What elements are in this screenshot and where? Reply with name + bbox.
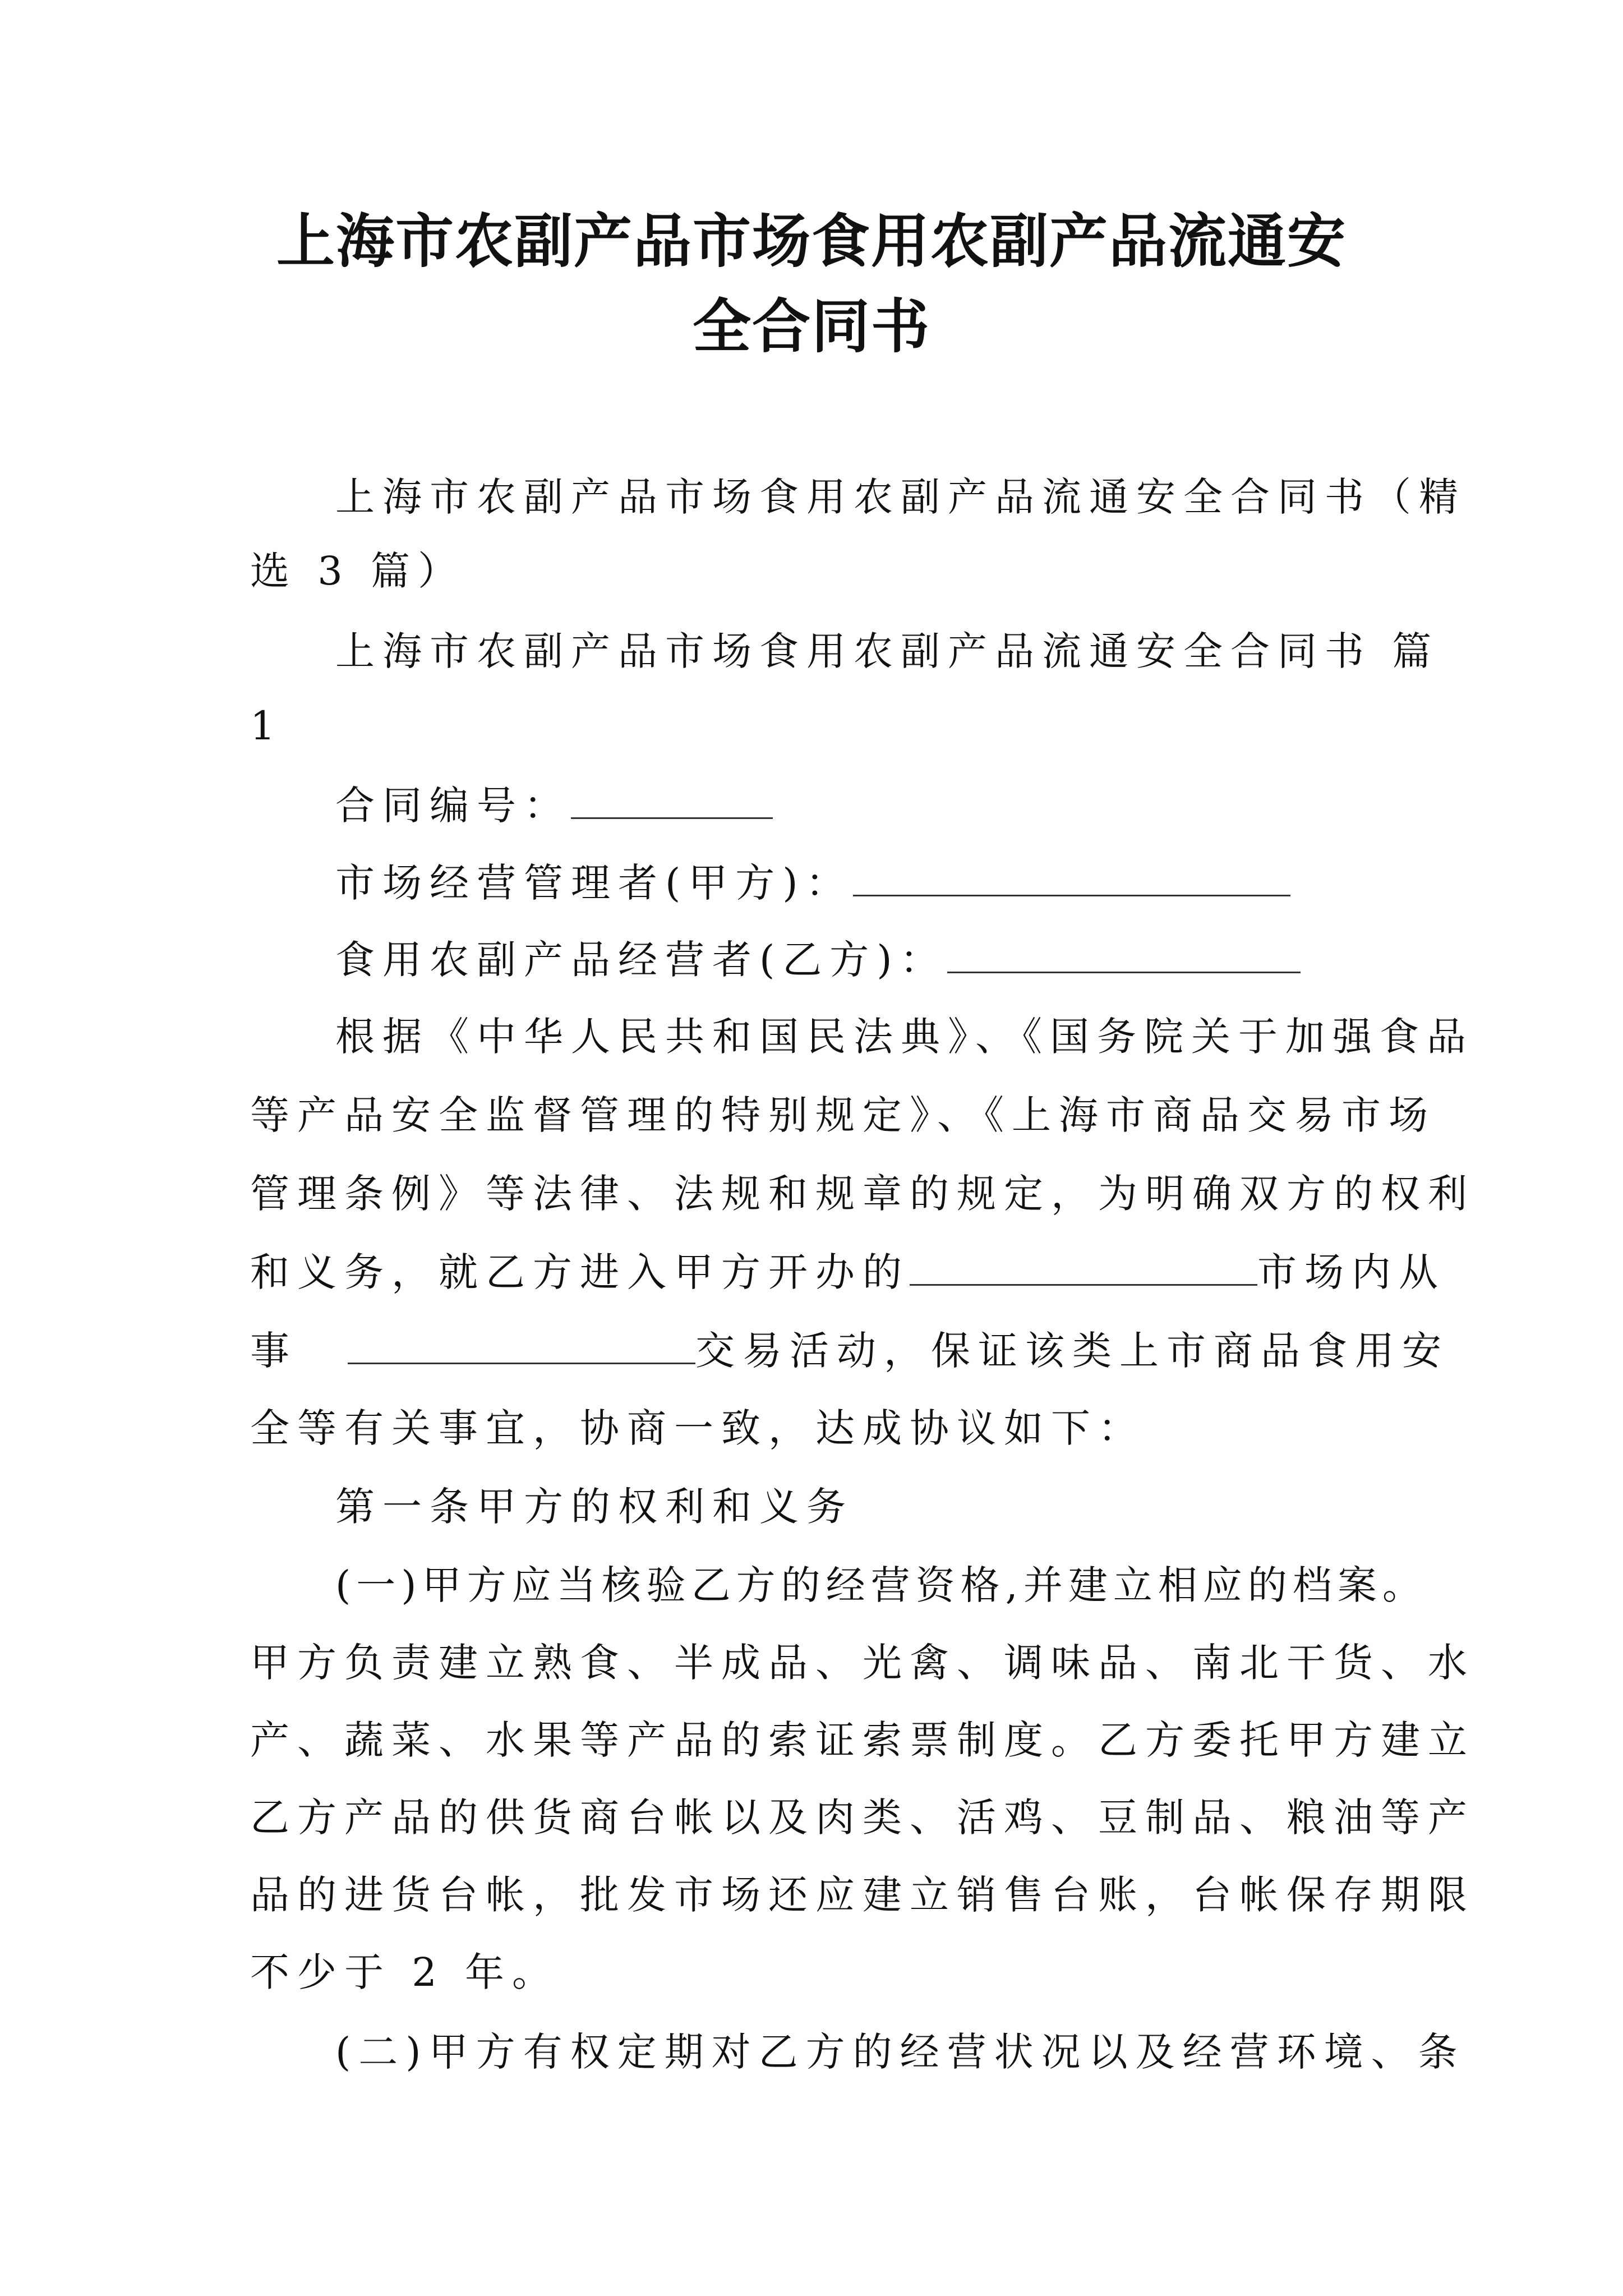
trade-type-blank[interactable] bbox=[348, 1329, 695, 1364]
clause-1-line-2: 甲方负责建立熟食、半成品、光禽、调味品、南北干货、水 bbox=[250, 1640, 1475, 1686]
document-title-line-1: 上海市农副产品市场食用农副产品流通安 bbox=[276, 207, 1347, 275]
intro-line-1: 上海市农副产品市场食用农副产品流通安全合同书（精 bbox=[335, 474, 1466, 520]
clause-1-line-4: 乙方产品的供货商台帐以及肉类、活鸡、豆制品、粮油等产 bbox=[250, 1795, 1475, 1841]
contract-number-blank[interactable] bbox=[571, 784, 773, 819]
article-1-heading: 第一条甲方的权利和义务 bbox=[335, 1484, 854, 1530]
intro-line-2: 选 3 篇） bbox=[250, 548, 465, 594]
basis-line-4-start: 和义务，就乙方进入甲方开办的 bbox=[250, 1249, 910, 1295]
party-a-label: 市场经营管理者(甲方)： bbox=[335, 860, 853, 906]
party-b-blank[interactable] bbox=[947, 938, 1301, 973]
party-a-blank[interactable] bbox=[853, 861, 1290, 896]
basis-line-3: 管理条例》等法律、法规和规章的规定，为明确双方的权利 bbox=[250, 1171, 1475, 1217]
party-b-row bbox=[335, 923, 1381, 997]
basis-line-4-end: 市场内从 bbox=[1257, 1249, 1446, 1295]
basis-line-2: 等产品安全监督管理的特别规定》、《上海市商品交易市场 bbox=[250, 1092, 1436, 1138]
basis-line-4 bbox=[250, 1235, 1446, 1309]
part-heading-line-1: 上海市农副产品市场食用农副产品流通安全合同书 篇 bbox=[335, 628, 1440, 674]
basis-line-1: 根据《中华人民共和国民法典》、《国务院关于加强食品 bbox=[335, 1014, 1474, 1060]
clause-1-line-3: 产、蔬菜、水果等产品的索证索票制度。乙方委托甲方建立 bbox=[250, 1717, 1475, 1763]
basis-line-6: 全等有关事宜，协商一致，达成协议如下： bbox=[250, 1405, 1145, 1451]
party-b-label: 食用农副产品经营者(乙方)： bbox=[335, 937, 947, 983]
clause-1-line-5: 品的进货台帐，批发市场还应建立销售台账，台帐保存期限 bbox=[250, 1872, 1475, 1918]
contract-number-row bbox=[335, 769, 1381, 843]
market-name-blank[interactable] bbox=[910, 1250, 1257, 1286]
part-heading-line-2: 1 bbox=[250, 703, 283, 749]
clause-1-line-6: 不少于 2 年。 bbox=[250, 1949, 560, 1995]
party-a-row bbox=[335, 846, 1381, 920]
basis-line-5-end: 交易活动，保证该类上市商品食用安 bbox=[695, 1328, 1449, 1374]
clause-1-line-1: (一)甲方应当核验乙方的经营资格,并建立相应的档案。 bbox=[335, 1562, 1427, 1608]
document-title-line-2: 全合同书 bbox=[692, 292, 930, 361]
contract-number-label: 合同编号： bbox=[335, 783, 571, 829]
basis-line-5-start: 事 bbox=[250, 1328, 297, 1374]
basis-line-5 bbox=[250, 1314, 1449, 1388]
clause-2-line-1: (二)甲方有权定期对乙方的经营状况以及经营环境、条 bbox=[335, 2029, 1465, 2075]
